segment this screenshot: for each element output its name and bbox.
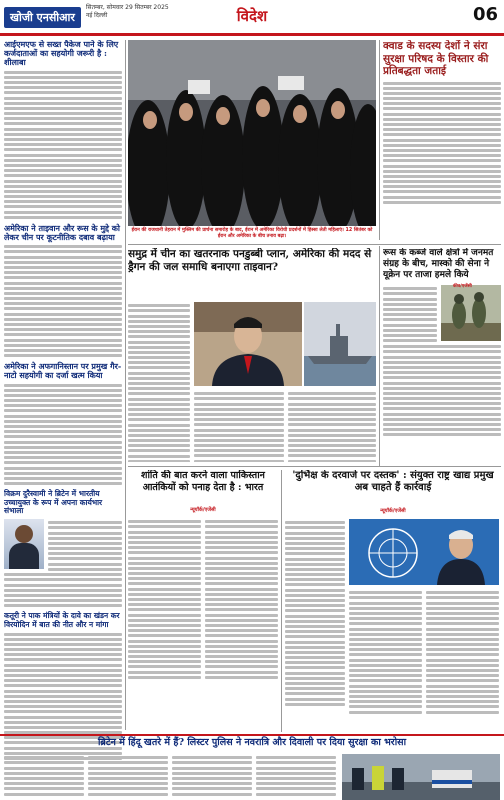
ship-illustration [304, 302, 376, 386]
article-body [426, 589, 499, 716]
byline: कीव/एजेंसी [453, 284, 472, 289]
article-body [48, 519, 122, 573]
article-body [4, 384, 122, 486]
byline: न्यूयॉर्क/एजेंसी [190, 507, 216, 513]
article-body [4, 71, 122, 219]
article-headline: रूस के कब्जे वाले क्षेत्रों में जनमत संग्रह के बीच, मास्को की सेना ने यूक्रेन पर ताजा हमले किये [383, 248, 494, 280]
article-body [256, 754, 336, 800]
article-body [349, 589, 422, 716]
page-number: 06 [472, 4, 498, 25]
un-food-article [285, 470, 501, 732]
bottom-headline-block [4, 738, 500, 752]
article-headline: आईएमएफ से सख्त पैकेज पाने के लिए कर्जदाताओं का सहयोगी जरूरी है : शीलाबा [4, 40, 119, 68]
article-body [383, 345, 501, 436]
column-divider [379, 246, 380, 466]
article-body [383, 285, 437, 344]
article-block [285, 519, 501, 719]
main-headline-block [128, 248, 376, 292]
article-headline: विक्रम दुरैस्वामी ने ब्रिटेन में भारतीय उच्चायुक्त के रूप में अपना कार्यभार संभाला [4, 489, 103, 516]
article-body [383, 82, 501, 204]
un-official-photo [349, 519, 499, 585]
article-body [4, 245, 122, 357]
photo-caption: ईरान की राजधानी तेहरान में मुस्लिम की प्रार्थना समारोह के बाद, ईरान में अमेरिका विरोधी प्रदर्शनों में हिस्सा लेती महिलाएं। 12 सितंबर को ईरान और अमेरिका के बीच तनाव बढ़ा। [131, 228, 373, 239]
article-body [194, 390, 284, 462]
protest-photo [128, 40, 376, 226]
section-divider [128, 466, 501, 467]
column-divider [379, 40, 380, 240]
article-body [285, 519, 345, 708]
section-divider [128, 244, 501, 245]
navy-ship-photo [304, 302, 376, 386]
ukraine-article [383, 248, 501, 468]
article-body [4, 754, 84, 800]
article-body [128, 518, 201, 681]
article-body [205, 518, 278, 681]
police-illustration [342, 754, 500, 800]
article-headline: कतूरी ने पाक मंत्रियों के दावे का खंडन कर विरयोदिन में बात की नीत और न मांगा [4, 611, 120, 629]
soldiers-illustration [441, 285, 501, 341]
police-photo [342, 754, 500, 800]
article-body [172, 754, 252, 800]
xi-illustration [194, 302, 302, 386]
portrait-photo [4, 519, 44, 569]
article-body [88, 754, 168, 800]
article-body [4, 573, 122, 607]
column-divider [281, 470, 282, 732]
leader-photo [194, 302, 302, 386]
column-divider [125, 40, 126, 730]
article-headline: ब्रिटेन में हिंदू खतरे में हैं? लिस्टर पुलिस ने नवरात्रि और दिवाली पर दिया सुरक्षा का भरोसा [97, 737, 407, 748]
protest-photo-illustration [128, 40, 376, 226]
right-column [383, 40, 501, 240]
article-block [383, 285, 501, 343]
section-divider [0, 734, 504, 736]
un-illustration [349, 519, 499, 585]
article-body [128, 302, 190, 462]
soldiers-photo [441, 285, 501, 341]
byline: न्यूयॉर्क/एजेंसी [380, 508, 406, 514]
section-title: विदेश [236, 7, 268, 25]
newspaper-logo: खोजी एनसीआर [4, 7, 81, 28]
pakistan-article [128, 470, 278, 732]
article-block [4, 519, 122, 571]
article-headline: शांति की बात करने वाला पाकिस्तान आतंकियों को पनाह देता है : भारत [141, 470, 265, 493]
dateline: सितम्बर, सोमवार 29 सितम्बर 2025 नई दिल्ली [86, 4, 169, 19]
article-headline: 'दुर्भिक्ष के दरवाजे पर दस्तक' : संयुक्त राष्ट्र खाद्य प्रमुख अब चाहते हैं कार्रवाई [292, 470, 494, 493]
article-headline: क्वाड के सदस्य देशों ने संरा सुरक्षा परिषद के विस्तार की प्रतिबद्धता जताई [383, 40, 489, 77]
article-columns [128, 518, 278, 681]
left-column [4, 40, 122, 800]
article-body [288, 390, 376, 462]
article-headline: अमेरिका ने ताइवान और रूस के मुद्दे को लेकर चीन पर कूटनीतिक दबाव बढ़ाया [4, 222, 121, 242]
masthead [0, 0, 504, 36]
article-headline: अमेरिका ने अफगानिस्तान पर प्रमुख गैर-नाटो सहयोगी का दर्जा खत्म किया [4, 361, 122, 381]
article-headline: समुद्र में चीन का खतरनाक पनडुब्बी प्लान, अमेरिका की मदद से ड्रैगन की जल समाधि बनाएगा ताइवान? [128, 248, 372, 273]
